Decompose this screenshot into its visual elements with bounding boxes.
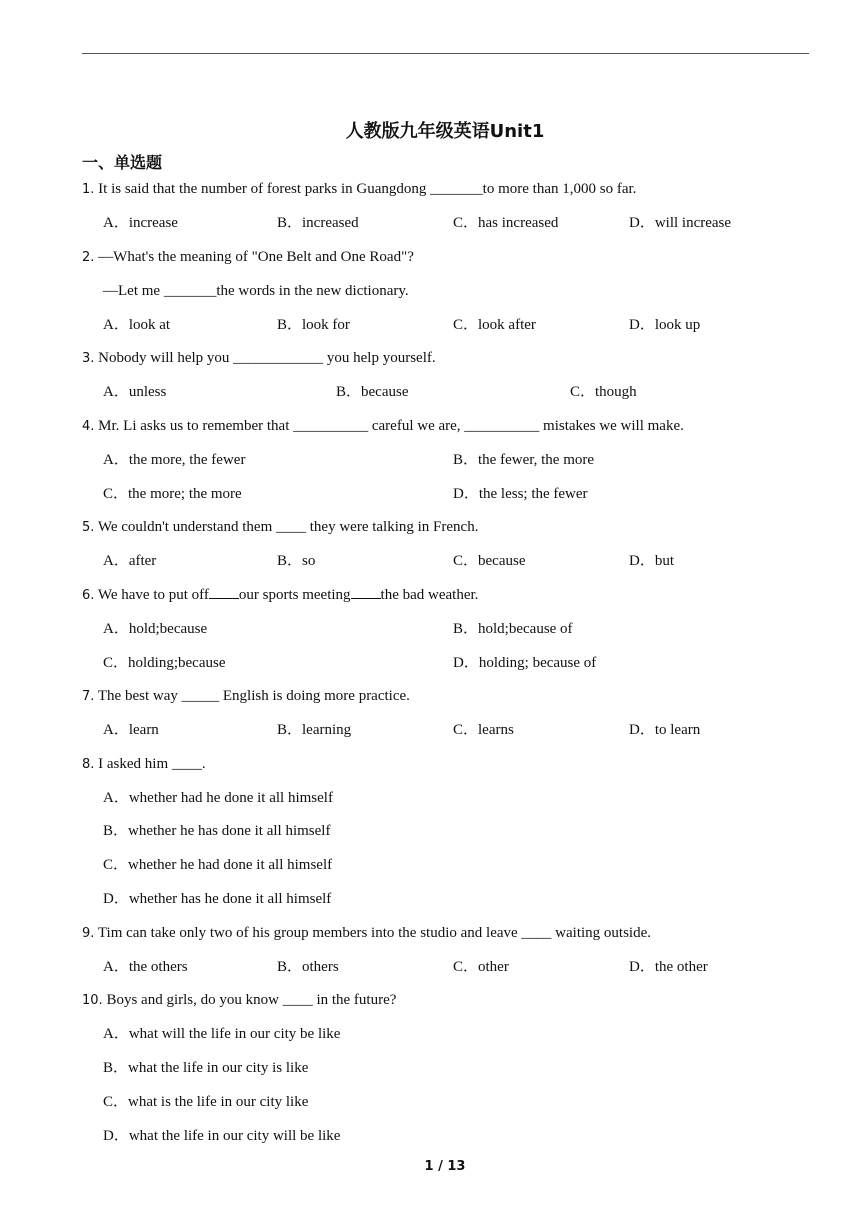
question-2-line-2: —Let me _______the words in the new dictionary.	[103, 283, 409, 299]
question-number: 1.	[82, 182, 95, 197]
option-8a[interactable]: A．whether had he done it all himself	[103, 790, 333, 806]
question-text: —What's the meaning of "One Belt and One Road"?	[98, 249, 414, 265]
option-4c[interactable]: C．the more; the more	[103, 486, 242, 502]
option-4b[interactable]: B．the fewer, the more	[453, 452, 595, 468]
option-3c[interactable]: C．though	[570, 384, 637, 400]
question-number: 8.	[82, 757, 95, 772]
question-text: We couldn't understand them ____ they were talking in French.	[97, 519, 479, 535]
question-text: I asked him ____.	[98, 756, 206, 772]
question-6	[82, 586, 478, 605]
question-7	[82, 687, 410, 706]
question-2	[82, 248, 414, 267]
document-title: 人教版九年级英语Unit1	[345, 121, 545, 142]
option-2b[interactable]: B．look for	[277, 317, 350, 333]
option-3a[interactable]: A．unless	[103, 384, 167, 400]
question-number: 4.	[82, 419, 95, 434]
option-6a[interactable]: A．hold;because	[103, 621, 208, 637]
option-7c[interactable]: C．learns	[453, 722, 514, 738]
question-number: 5.	[82, 520, 95, 535]
option-2d[interactable]: D．look up	[629, 317, 701, 333]
option-5d[interactable]: D．but	[629, 553, 675, 569]
option-9b[interactable]: B．others	[277, 959, 339, 975]
option-2c[interactable]: C．look after	[453, 317, 536, 333]
question-1	[82, 180, 636, 199]
question-5	[82, 518, 478, 537]
question-text: It is said that the number of forest parks in Guangdong _______to more than 1,000 so far.	[98, 181, 637, 197]
answer-blank	[351, 586, 381, 599]
option-1a[interactable]: A．increase	[103, 215, 178, 231]
option-7b[interactable]: B．learning	[277, 722, 352, 738]
option-8b[interactable]: B．whether he has done it all himself	[103, 823, 331, 839]
option-1d[interactable]: D．will increase	[629, 215, 732, 231]
option-6b[interactable]: B．hold;because of	[453, 621, 573, 637]
option-9c[interactable]: C．other	[453, 959, 509, 975]
question-number: 2.	[82, 250, 95, 265]
option-10b[interactable]: B．what the life in our city is like	[103, 1060, 309, 1076]
option-6d[interactable]: D．holding; because of	[453, 655, 597, 671]
question-text-part-2: our sports meeting	[238, 587, 351, 603]
option-9a[interactable]: A．the others	[103, 959, 188, 975]
section-heading: 一、单选题	[82, 153, 163, 172]
option-10d[interactable]: D．what the life in our city will be like	[103, 1128, 341, 1144]
question-number: 3.	[82, 351, 95, 366]
option-1b[interactable]: B．increased	[277, 215, 359, 231]
answer-blank	[209, 586, 239, 599]
option-8d[interactable]: D．whether has he done it all himself	[103, 891, 332, 907]
option-5a[interactable]: A．after	[103, 553, 157, 569]
question-text: Nobody will help you ____________ you help yourself.	[98, 350, 436, 366]
header-rule	[82, 53, 809, 54]
option-7a[interactable]: A．learn	[103, 722, 159, 738]
question-text: Tim can take only two of his group members into the studio and leave ____ waiting outside.	[97, 925, 652, 941]
option-5c[interactable]: C．because	[453, 553, 526, 569]
question-number: 10.	[82, 993, 103, 1008]
option-8c[interactable]: C．whether he had done it all himself	[103, 857, 333, 873]
option-10c[interactable]: C．what is the life in our city like	[103, 1094, 309, 1110]
question-text-part-1: We have to put off	[97, 587, 209, 603]
question-10	[82, 991, 396, 1010]
question-4	[82, 417, 684, 436]
question-text: Mr. Li asks us to remember that __________ careful we are, __________ mistakes we will make.	[98, 418, 684, 434]
option-9d[interactable]: D．the other	[629, 959, 708, 975]
option-6c[interactable]: C．holding;because	[103, 655, 226, 671]
option-3b[interactable]: B．because	[336, 384, 409, 400]
question-9	[82, 924, 651, 943]
option-2a[interactable]: A．look at	[103, 317, 171, 333]
question-number: 7.	[82, 689, 95, 704]
option-7d[interactable]: D．to learn	[629, 722, 701, 738]
question-8	[82, 755, 206, 774]
question-text: Boys and girls, do you know ____ in the future?	[106, 992, 397, 1008]
option-5b[interactable]: B．so	[277, 553, 316, 569]
option-4d[interactable]: D．the less; the fewer	[453, 486, 588, 502]
option-4a[interactable]: A．the more, the fewer	[103, 452, 246, 468]
question-3	[82, 349, 436, 368]
page-number: 1 / 13	[424, 1159, 466, 1174]
option-10a[interactable]: A．what will the life in our city be like	[103, 1026, 341, 1042]
question-number: 9.	[82, 926, 95, 941]
question-text-part-3: the bad weather.	[380, 587, 479, 603]
question-text: The best way _____ English is doing more practice.	[97, 688, 410, 704]
option-1c[interactable]: C．has increased	[453, 215, 559, 231]
question-number: 6.	[82, 588, 95, 603]
